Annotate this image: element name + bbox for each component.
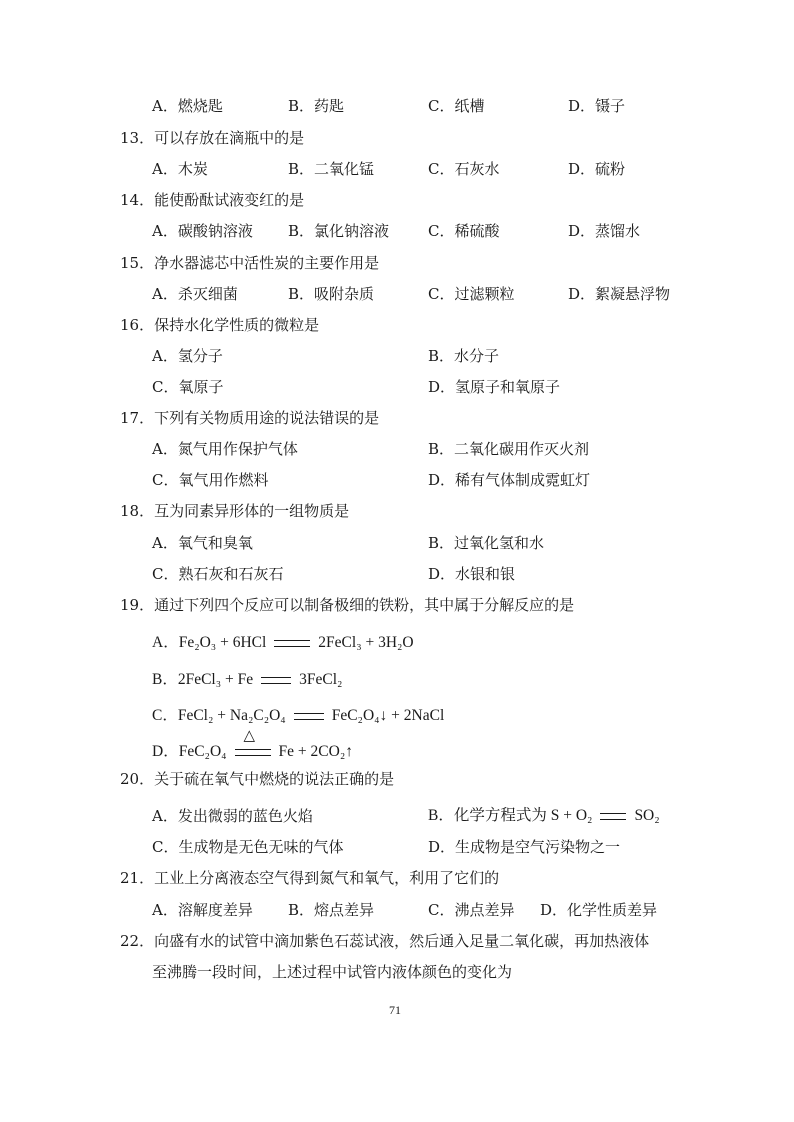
option-c: C．过滤颗粒 [428,285,515,303]
option-d: D．絮凝悬浮物 [568,285,671,303]
question-17-stem: 17．下列有关物质用途的说法错误的是 [120,409,380,427]
option-b-product: SO₂ [634,807,660,824]
equation-reactants: FeC₂O₄ [178,743,227,760]
question-15-stem: 15．净水器滤芯中活性炭的主要作用是 [120,254,380,272]
option-c: C．熟石灰和石灰石 [152,565,284,583]
question-22-stem: 22．向盛有水的试管中滴加紫色石蕊试液，然后通入足量二氧化碳，再加热液体 [120,932,650,950]
option-d: D．水银和银 [428,565,516,583]
equation-reactants: FeCl₂ + Na₂C₂O₄ [177,707,286,724]
option-a: A．氧气和臭氧 [152,534,253,552]
option-c: C．生成物是无色无味的气体 [152,838,344,856]
option-a: A．燃烧匙 [152,97,223,115]
option-a: A．溶解度差异 [152,901,253,919]
option-label: B． [152,671,178,688]
equation-b [152,670,342,690]
option-d: D．氢原子和氧原子 [428,378,561,396]
equation-d [152,727,353,762]
option-b: B．水分子 [428,347,500,365]
option-b-text: B．化学方程式为 S + O₂ [428,807,593,824]
question-21-stem: 21．工业上分离液态空气得到氮气和氧气，利用了它们的 [120,869,500,887]
equals-sign [261,677,291,684]
option-b: B．吸附杂质 [288,285,375,303]
option-label: A． [152,634,179,651]
option-d: D．生成物是空气污染物之一 [428,838,621,856]
option-b: B．过氧化氢和水 [428,534,545,552]
equation-reactants: 2FeCl₃ + Fe [177,671,254,688]
equals-sign [274,640,310,647]
option-a: A．氢分子 [152,347,223,365]
option-b: B．药匙 [288,97,345,115]
equation-products: FeC₂O₄↓ + 2NaCl [331,707,445,724]
page-number: 71 [389,1003,401,1017]
option-b: B．氯化钠溶液 [288,222,390,240]
option-d: D．化学性质差异 [540,901,658,919]
option-d: D．稀有气体制成霓虹灯 [428,471,591,489]
heat-triangle-icon: △ [243,727,256,744]
equation-products: Fe + 2CO₂↑ [278,743,353,760]
option-a: A．发出微弱的蓝色火焰 [152,807,313,825]
question-22-stem-continued: 至沸腾一段时间，上述过程中试管内液体颜色的变化为 [152,963,513,981]
option-a: A．木炭 [152,160,208,178]
option-c: C．石灰水 [428,160,500,178]
question-13-stem: 13．可以存放在滴瓶中的是 [120,129,305,147]
option-a: A．氮气用作保护气体 [152,440,298,458]
question-16-stem: 16．保持水化学性质的微粒是 [120,316,320,334]
option-c: C．氧原子 [152,378,224,396]
question-18-stem: 18．互为同素异形体的一组物质是 [120,502,350,520]
question-14-stem: 14．能使酚酞试液变红的是 [120,191,305,209]
option-d: D．硫粉 [568,160,626,178]
heating-equals-sign [235,727,271,756]
option-d: D．镊子 [568,97,626,115]
option-d: D．蒸馏水 [568,222,641,240]
equation-products: 3FeCl₂ [299,671,343,688]
option-label: D． [152,743,179,760]
equation-a [152,633,414,653]
option-b: B．二氧化碳用作灭火剂 [428,440,590,458]
equation-products: 2FeCl₃ + 3H₂O [318,634,414,651]
option-b [428,806,660,826]
question-20-stem: 20．关于硫在氧气中燃烧的说法正确的是 [120,770,395,788]
equals-sign [600,813,626,820]
option-label: C． [152,707,178,724]
equation-reactants: Fe₂O₃ + 6HCl [178,634,267,651]
option-a: A．杀灭细菌 [152,285,238,303]
equals-sign [294,713,324,720]
option-b: B．熔点差异 [288,901,375,919]
equation-c [152,706,444,726]
question-19-stem: 19．通过下列四个反应可以制备极细的铁粉，其中属于分解反应的是 [120,596,575,614]
option-c: C．沸点差异 [428,901,515,919]
option-b: B．二氧化锰 [288,160,375,178]
option-c: C．稀硫酸 [428,222,500,240]
option-c: C．纸槽 [428,97,485,115]
option-c: C．氧气用作燃料 [152,471,269,489]
option-a: A．碳酸钠溶液 [152,222,253,240]
